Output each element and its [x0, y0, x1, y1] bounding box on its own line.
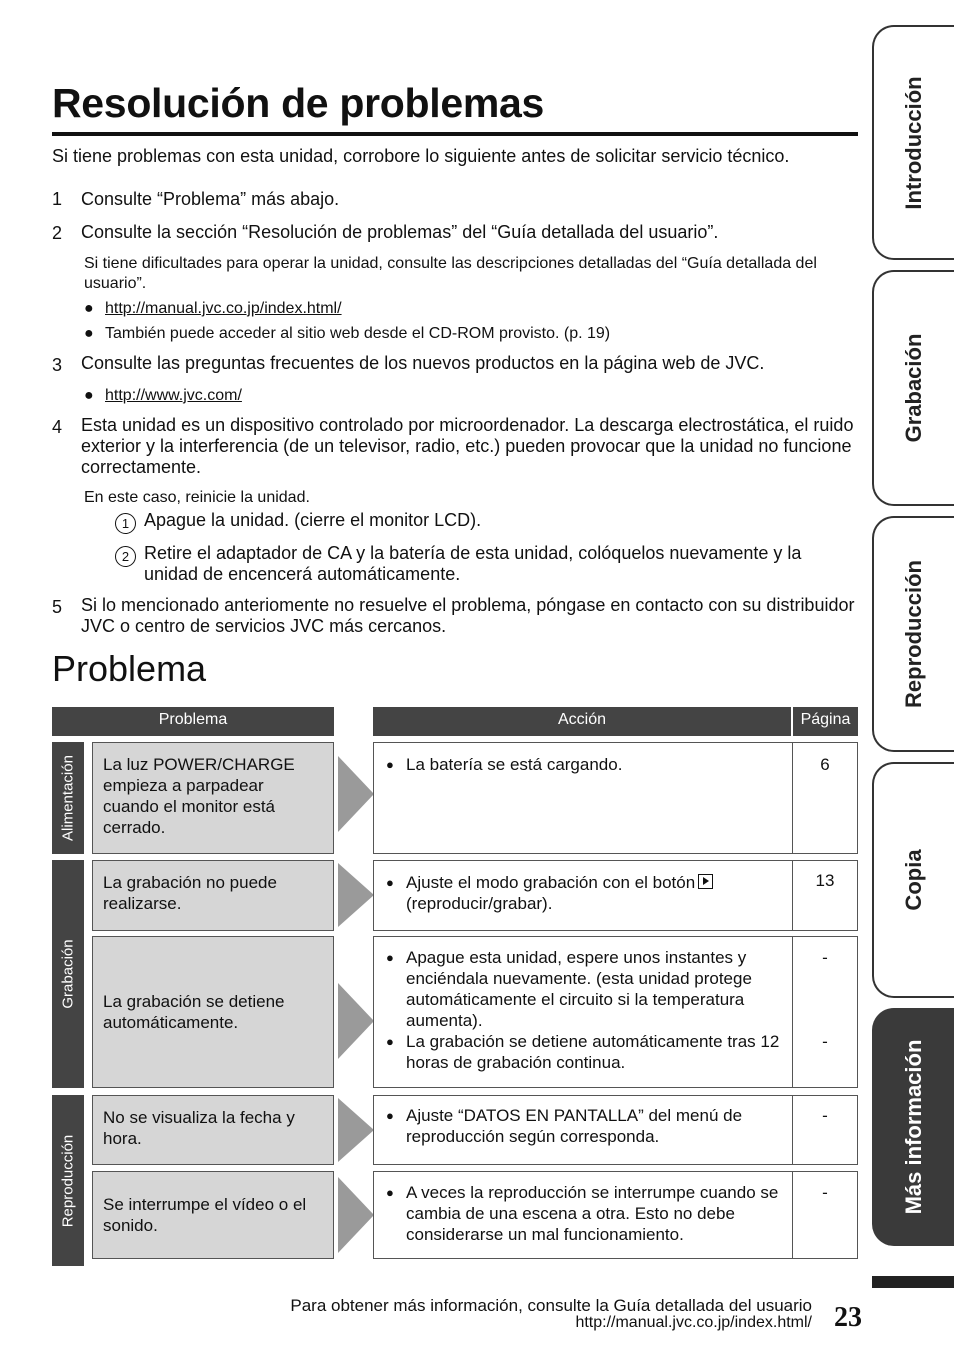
- step-text: Si lo mencionado anteriomente no resuelve el problema, póngase en contacto con su distribuidor JVC o centro de servicios JVC más cercanos.: [81, 595, 855, 636]
- action-cell: [373, 860, 858, 931]
- header-problem: Problema: [52, 707, 334, 736]
- step-number: 1: [52, 189, 63, 209]
- step-text: Consulte “Problema” más abajo.: [81, 189, 340, 209]
- tab-playback[interactable]: Reproducción: [872, 516, 954, 752]
- action-cell: [373, 936, 858, 1088]
- tab-copy[interactable]: Copia: [872, 762, 954, 998]
- step-text: Consulte las preguntas frecuentes de los nuevos productos en la página web de JVC.: [81, 353, 765, 373]
- problem-cell: La grabación se detiene automáticamente.: [92, 936, 334, 1088]
- action-item: ● La batería se está cargando.: [386, 754, 786, 775]
- tab-more-info[interactable]: Más información: [872, 1008, 954, 1246]
- page-ref: -: [822, 1032, 828, 1051]
- page-number: 23: [834, 1302, 862, 1333]
- play-icon: [698, 874, 713, 889]
- bullet-item: ● También puede acceder al sitio web desde el CD-ROM provisto. (p. 19): [84, 325, 611, 342]
- step-number: 3: [52, 355, 63, 375]
- problem-cell: Se interrumpe el vídeo o el sonido.: [92, 1171, 334, 1259]
- footer-url: http://manual.jvc.co.jp/index.html/: [575, 1314, 812, 1331]
- action-item: ● Ajuste “DATOS EN PANTALLA” del menú de reproducción según corresponda.: [386, 1105, 786, 1147]
- page-ref: 6: [820, 755, 830, 774]
- step-number: 4: [52, 417, 63, 437]
- page-ref: -: [822, 1183, 828, 1202]
- action-item: ● A veces la reproducción se interrumpe cuando se cambia de una escena a otra. Esto no debe considerarse un mal funcionamiento.: [386, 1182, 786, 1245]
- action-item: ● Ajuste el modo grabación con el botón (reproducir/grabar).: [386, 872, 786, 914]
- step-note: Si tiene dificultades para operar la unidad, consulte las descripciones detalladas del “Guía detallada del usuario”.: [84, 255, 817, 292]
- action-item: ● La grabación se detiene automáticamente tras 12 horas de grabación continua.: [386, 1031, 786, 1073]
- page-ref: -: [822, 1106, 828, 1125]
- jvc-link[interactable]: http://www.jvc.com/: [105, 387, 242, 404]
- problem-cell: La grabación no puede realizarse.: [92, 860, 334, 931]
- substep-text: Retire el adaptador de CA y la batería de esta unidad, colóquelos nuevamente y la unidad de encencerá automáticamente.: [144, 543, 802, 584]
- arrow-icon: [338, 1098, 374, 1162]
- arrow-icon: [338, 863, 374, 927]
- title-rule: [52, 132, 858, 136]
- bullet-text: También puede acceder al sitio web desde el CD-ROM provisto. (p. 19): [105, 325, 611, 342]
- bullet-link: ● http://manual.jvc.co.jp/index.html/: [84, 300, 342, 317]
- step-note: En este caso, reinicie la unidad.: [84, 489, 310, 506]
- header-page: Página: [793, 707, 858, 736]
- step-number: 2: [52, 223, 63, 243]
- step-text: Consulte la sección “Resolución de problemas” del “Guía detallada del usuario”.: [81, 222, 719, 242]
- intro-text: Si tiene problemas con esta unidad, corrobore lo siguiente antes de solicitar servicio técnico.: [52, 146, 790, 166]
- manual-link[interactable]: http://manual.jvc.co.jp/index.html/: [105, 300, 342, 317]
- bullet-link: ● http://www.jvc.com/: [84, 387, 242, 404]
- action-cell: [373, 1095, 858, 1165]
- page-ref: 13: [815, 871, 835, 890]
- footer-bar: [872, 1276, 954, 1288]
- group-label-power: Alimentación: [52, 742, 84, 854]
- group-label-playback: Reproducción: [52, 1095, 84, 1266]
- step-number: 5: [52, 597, 63, 617]
- action-cell: [373, 742, 858, 854]
- action-item: ● Apague esta unidad, espere unos instantes y enciéndala nuevamente. (esta unidad protege automáticamente el circuito si la temperatura aumenta).: [386, 947, 786, 1031]
- page-ref: -: [822, 948, 828, 967]
- step-text: Esta unidad es un dispositivo controlado por microordenador. La descarga electrostática, el ruido exterior y la interferencia (de un televisor, radio, etc.) pueden provocar que la unidad no funcione correctamente.: [81, 415, 854, 477]
- footer-text: Para obtener más información, consulte la Guía detallada del usuario: [290, 1296, 812, 1315]
- section-title: Problema: [52, 648, 207, 689]
- page-title: Resolución de problemas: [52, 80, 545, 126]
- substep-number: 2: [115, 546, 136, 567]
- problem-cell: No se visualiza la fecha y hora.: [92, 1095, 334, 1165]
- arrow-icon: [338, 1177, 374, 1253]
- substep-text: Apague la unidad. (cierre el monitor LCD).: [144, 510, 482, 530]
- tab-introduction[interactable]: Introducción: [872, 25, 954, 260]
- group-label-recording: Grabación: [52, 860, 84, 1088]
- problem-cell: La luz POWER/CHARGE empieza a parpadear cuando el monitor está cerrado.: [92, 742, 334, 854]
- arrow-icon: [338, 983, 374, 1059]
- tab-recording[interactable]: Grabación: [872, 270, 954, 506]
- arrow-icon: [338, 756, 374, 832]
- substep-number: 1: [115, 513, 136, 534]
- action-cell: [373, 1171, 858, 1259]
- header-action: Acción: [373, 707, 791, 736]
